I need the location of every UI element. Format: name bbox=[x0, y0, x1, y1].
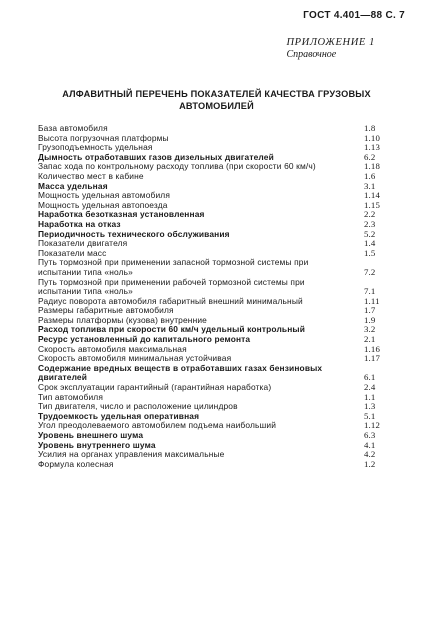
entry-name-line: Наработка безотказная установленная bbox=[38, 209, 205, 220]
standard-code-header: ГОСТ 4.401—88 С. 7 bbox=[303, 10, 405, 21]
entry-clause-number: 1.11 bbox=[364, 295, 380, 306]
entry-clause-number: 1.1 bbox=[364, 391, 376, 402]
entry-name-line: Тип двигателя, число и расположение цилиндров bbox=[38, 401, 238, 412]
entry-name-line: Грузоподъемность удельная bbox=[38, 142, 153, 153]
entry-clause-number: 1.17 bbox=[364, 353, 380, 364]
entry-clause-number: 7.1 bbox=[364, 286, 376, 297]
entry-clause-number: 6.1 bbox=[364, 372, 376, 383]
entry-clause-number: 5.1 bbox=[364, 410, 376, 421]
entry-name-line: Периодичность технического обслуживания bbox=[38, 228, 230, 239]
entry-name bbox=[38, 258, 400, 277]
entry-clause-number: 6.2 bbox=[364, 151, 376, 162]
entry-clause-number: 6.3 bbox=[364, 430, 376, 440]
entry-clause-number: 1.13 bbox=[364, 142, 380, 153]
entry-name-line: Показатели двигателя bbox=[38, 238, 128, 249]
appendix-label bbox=[286, 37, 375, 60]
entry-name-line: Уровень внешнего шума bbox=[38, 430, 144, 440]
entry-clause-number: 1.2 bbox=[364, 458, 376, 469]
entry-name-line: Мощность удельная автомобиля bbox=[38, 190, 171, 201]
entry-clause-number: 1.5 bbox=[364, 247, 376, 258]
entry-name bbox=[38, 278, 400, 297]
document-title-line-1: АЛФАВИТНЫЙ ПЕРЕЧЕНЬ ПОКАЗАТЕЛЕЙ КАЧЕСТВА ГРУЗОВЫХ bbox=[62, 89, 371, 99]
index-entry bbox=[38, 460, 400, 470]
entry-clause-number: 1.7 bbox=[364, 305, 376, 316]
entry-name-line: Ресурс установленный до капитального ремонта bbox=[38, 334, 251, 345]
entry-name-line: Трудоемкость удельная оперативная bbox=[38, 410, 200, 421]
entry-name-line: Мощность удельная автопоезда bbox=[38, 199, 168, 210]
appendix-subtitle: Справочное bbox=[286, 49, 337, 60]
entry-clause-number: 3.1 bbox=[364, 180, 376, 191]
entry-name-line: Скорость автомобиля минимальная устойчивая bbox=[38, 353, 232, 364]
entry-name-line: Запас хода по контрольному расходу топлива (при скорости 60 км/ч) bbox=[38, 161, 316, 172]
entry-name-line: Количество мест в кабине bbox=[38, 170, 144, 181]
entry-name-line: Размеры платформы (кузова) внутренние bbox=[38, 314, 207, 325]
entry-name-line: Наработка на отказ bbox=[38, 218, 121, 229]
entry-name-line: Усилия на органах управления максимальные bbox=[38, 449, 225, 460]
entry-clause-number: 1.8 bbox=[364, 123, 376, 133]
entry-clause-number: 2.2 bbox=[364, 209, 376, 220]
entry-name-line: Формула колесная bbox=[38, 458, 114, 469]
entry-name-line: Расход топлива при скорости 60 км/ч удельный контрольный bbox=[38, 324, 306, 335]
document-title bbox=[40, 88, 393, 112]
entry-name-line: Тип автомобиля bbox=[38, 391, 104, 402]
entry-clause-number: 2.3 bbox=[364, 218, 376, 229]
entry-clause-number: 2.4 bbox=[364, 382, 376, 393]
entry-name-line: Угол преодолеваемого автомобилем подъема наибольший bbox=[38, 420, 277, 431]
entry-clause-number: 2.1 bbox=[364, 334, 376, 345]
entry-name-line: Уровень внутреннего шума bbox=[38, 439, 156, 450]
entry-clause-number: 1.12 bbox=[364, 420, 380, 431]
entry-name-line: двигателей bbox=[38, 372, 88, 383]
entry-name-line: испытании типа «ноль» bbox=[38, 286, 133, 297]
entry-name bbox=[38, 460, 400, 470]
entry-name-line: Содержание вредных веществ в отработавших газах бензиновых bbox=[38, 362, 323, 373]
entry-name-line: Высота погрузочная платформы bbox=[38, 132, 169, 143]
entry-clause-number: 1.16 bbox=[364, 343, 380, 354]
entry-name-line: Дымность отработавших газов дизельных двигателей bbox=[38, 151, 274, 162]
entry-name-line: Показатели масс bbox=[38, 247, 107, 258]
entry-name-line: Путь тормозной при применении запасной тормозной системы при bbox=[38, 257, 309, 268]
entry-clause-number: 1.6 bbox=[364, 170, 376, 181]
entry-clause-number: 4.1 bbox=[364, 439, 376, 450]
entry-clause-number: 1.3 bbox=[364, 401, 376, 412]
entry-name-line: Скорость автомобиля максимальная bbox=[38, 343, 187, 354]
entry-clause-number: 1.10 bbox=[364, 132, 380, 143]
entry-clause-number: 3.2 bbox=[364, 324, 376, 335]
entry-clause-number: 1.4 bbox=[364, 238, 376, 249]
entry-name-line: Путь тормозной при применении рабочей тормозной системы при bbox=[38, 276, 305, 287]
index-entry bbox=[38, 364, 400, 383]
entry-name-line: Масса удельная bbox=[38, 180, 108, 191]
document-title-line-2: АВТОМОБИЛЕЙ bbox=[179, 101, 254, 111]
entry-name-line: испытании типа «ноль» bbox=[38, 266, 133, 277]
entry-name-line: Размеры габаритные автомобиля bbox=[38, 305, 174, 316]
entry-clause-number: 5.2 bbox=[364, 228, 376, 239]
entry-clause-number: 4.2 bbox=[364, 449, 376, 460]
index-entry bbox=[38, 258, 400, 277]
appendix-title: ПРИЛОЖЕНИЕ 1 bbox=[286, 37, 375, 48]
entry-name-line: Срок эксплуатации гарантийный (гарантийная наработка) bbox=[38, 382, 272, 393]
entry-name bbox=[38, 364, 400, 383]
entry-name-line: База автомобиля bbox=[38, 123, 108, 133]
entry-clause-number: 1.9 bbox=[364, 314, 376, 325]
index-entry bbox=[38, 278, 400, 297]
entry-clause-number: 7.2 bbox=[364, 266, 376, 277]
entry-clause-number: 1.14 bbox=[364, 190, 380, 201]
entry-clause-number: 1.18 bbox=[364, 161, 380, 172]
entry-name-line: Радиус поворота автомобиля габаритный внешний минимальный bbox=[38, 295, 303, 306]
index-list bbox=[38, 124, 400, 469]
entry-clause-number: 1.15 bbox=[364, 199, 380, 210]
